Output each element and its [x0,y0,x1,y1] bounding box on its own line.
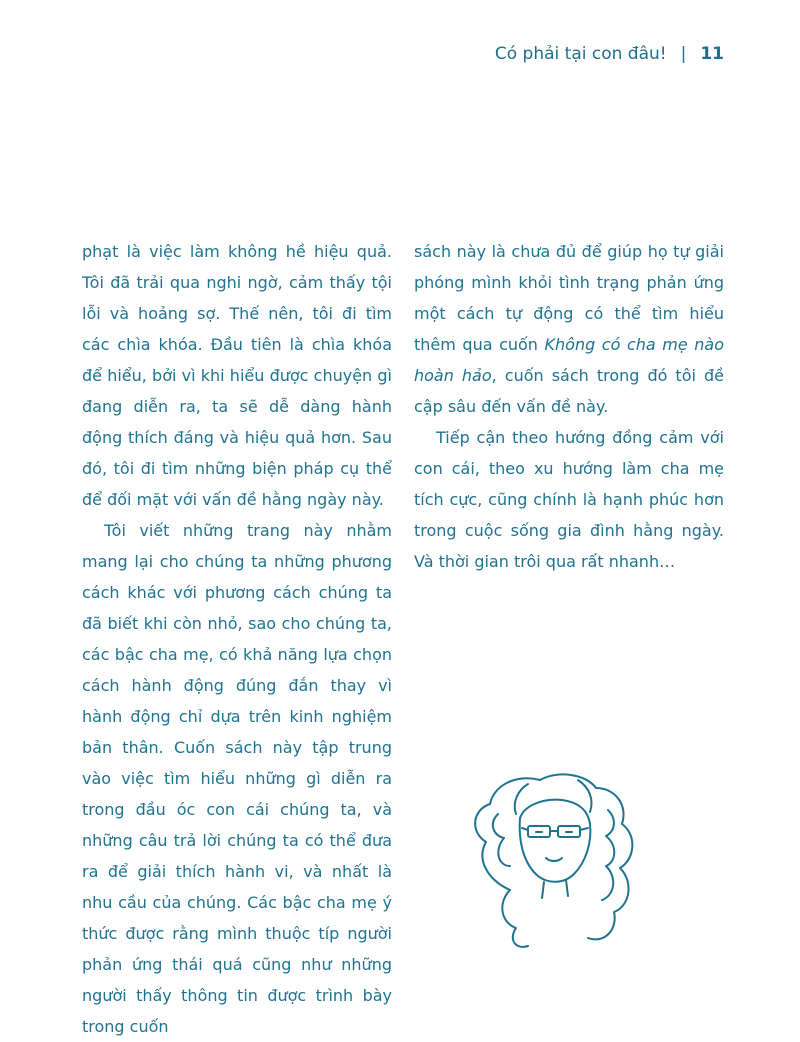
right-paragraph-2: Tiếp cận theo hướng đồng cảm với con cái, theo xu hướng làm cha mẹ tích cực, cũng chính là hạnh phúc hơn trong cuộc sống gia đình hằng ngày. Và thời gian trôi qua rất nhanh… [414,428,724,571]
book-title: Không có cha mẹ nào hoàn hảo [414,335,724,385]
left-column [82,236,392,1042]
running-header [495,44,724,64]
right-paragraph-1 [414,236,724,422]
left-paragraph-1: phạt là việc làm không hề hiệu quả. Tôi đã trải qua nghi ngờ, cảm thấy tội lỗi và hoảng sợ. Thế nên, tôi đi tìm các chìa khóa. Đầu tiên là chìa khóa để hiểu, bởi vì khi hiểu được chuyện gì đang diễn ra, ta sẽ dễ dàng hành động thích đáng và hiệu quả hơn. Sau đó, tôi đi tìm những biện pháp cụ thể để đối mặt với vấn đề hằng ngày này. [82,242,392,509]
left-paragraph-2: Tôi viết những trang này nhằm mang lại cho chúng ta những phương cách khác với phương cách chúng ta đã biết khi còn nhỏ, sao cho chúng ta, các bậc cha mẹ, có khả năng lựa chọn cách hành động đúng đắn thay vì hành động chỉ dựa trên kinh nghiệm bản thân. Cuốn sách này tập trung vào việc tìm hiểu những gì diễn ra trong đầu óc con cái chúng ta, và những câu trả lời chúng ta có thể đưa ra để giải thích hành vi, và nhất là nhu cầu của chúng. Các bậc cha mẹ ý thức được rằng mình thuộc típ người phản ứng thái quá cũng như những người thấy thông tin được trình bày trong cuốn [82,521,392,1036]
text-run: sách này là chưa đủ để giúp họ tự giải phóng mình khỏi tình trạng phản ứng một cách tự động có thể tìm hiểu thêm qua cuốn [414,242,724,354]
header-separator: | [680,44,687,64]
page-number: 11 [700,44,724,64]
right-column [414,236,724,577]
author-portrait-illustration [458,770,648,950]
chapter-title: Có phải tại con đâu! [494,44,667,64]
text-run: , cuốn sách trong đó tôi đề cập sâu đến vấn đề này. [414,366,724,416]
